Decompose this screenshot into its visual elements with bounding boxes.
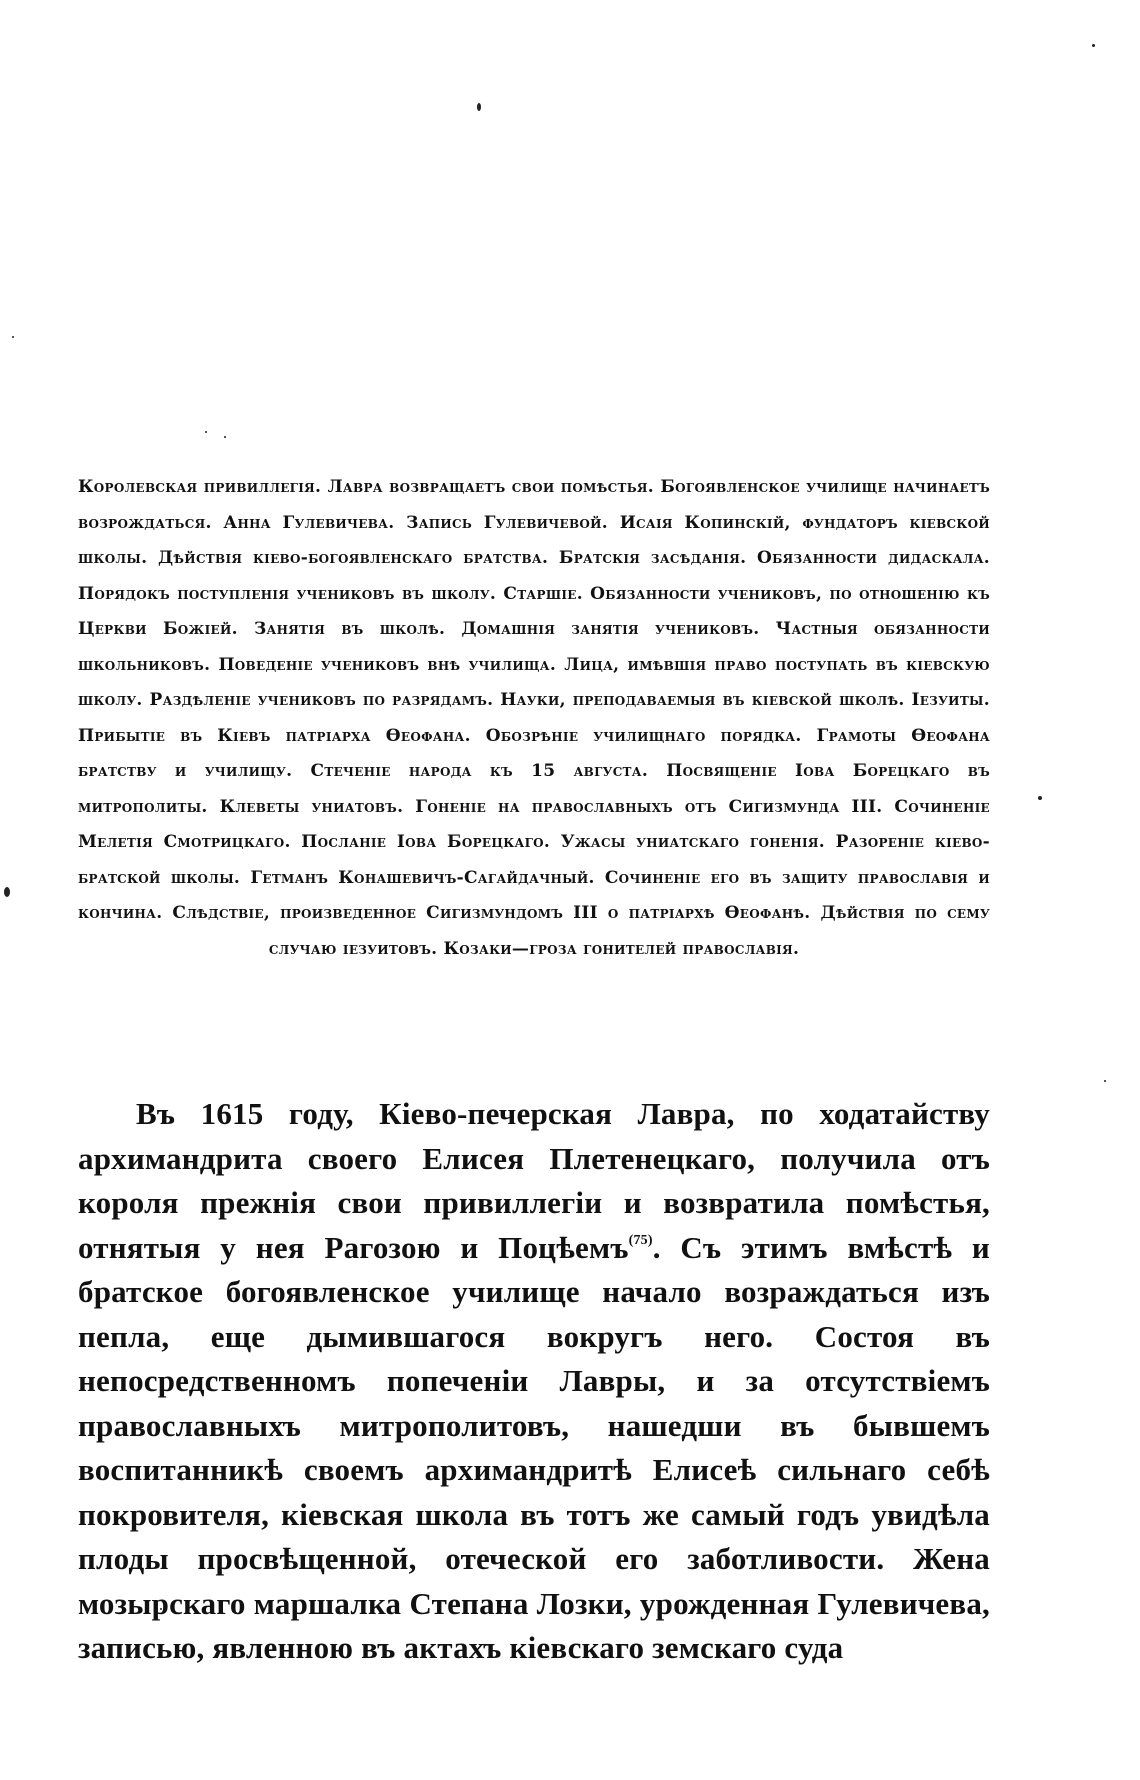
scan-speck <box>224 436 226 438</box>
scan-speck <box>205 431 207 433</box>
scan-speck <box>1038 796 1042 800</box>
scan-speck <box>4 887 10 897</box>
paragraph-text-part-2: . Съ этимъ вмѣстѣ и братское богоявленское училище начало возраждаться изъ пепла, еще дымившагося вокругъ него. Состоя въ непосредственномъ попеченіи Лавры, и за отсутствіемъ православныхъ митрополитовъ, нашедши въ бывшемъ воспитанникѣ своемъ архимандритѣ Елисеѣ сильнаго себѣ покровителя, кіевская школа въ тотъ же самый годъ увидѣла плоды просвѣщенной, отеческой его заботливости. Жена мозырскаго маршалка Степана Лозки, урожденная Гулевичева, записью, явленною въ актахъ кіевскаго земскаго суда <box>78 1229 990 1665</box>
main-paragraph <box>78 1092 990 1671</box>
scan-speck <box>1104 1080 1106 1082</box>
scan-speck <box>12 336 14 338</box>
scan-speck <box>477 103 481 111</box>
paragraph-text-part-1: Въ 1615 году, Кіево-печерская Лавра, по ходатайству архимандрита своего Елисея Плетенецкаго, получила отъ короля прежнія свои привиллегіи и возвратила помѣстья, отнятыя у нея Рагозою и Поцѣемъ <box>78 1096 990 1265</box>
scan-speck <box>1092 44 1095 47</box>
chapter-summary <box>78 470 990 967</box>
footnote-reference[interactable]: (75) <box>628 1232 653 1248</box>
chapter-summary-text: Королевская привиллегія. Лавра возвращаетъ свои помѣстья. Богоявленское училище начинаетъ возрождаться. Анна Гулевичева. Запись Гулевичевой. Исаія Копинскій, фундаторъ кіевской школы. Дѣйствія кіево-богоявленскаго братства. Братскія засѣданія. Обязанности дидаскала. Порядокъ поступленія учениковъ въ школу. Старшіе. Обязанности учениковъ, по отношенію къ Церкви Божіей. Занятія въ школѣ. Домашнія занятія учениковъ. Частныя обязанности школьниковъ. Поведеніе учениковъ внѣ училища. Лица, имѣвшія право поступать въ кіевскую школу. Раздѣленіе учениковъ по разрядамъ. Науки, преподаваемыя въ кіевской школѣ. Іезуиты. Прибытіе въ Кіевъ патріарха Ѳеофана. Обозрѣніе училищнаго порядка. Грамоты Ѳеофана братству и училищу. Стеченіе народа къ 15 августа. Посвященіе Іова Борецкаго въ митрополиты. Клеветы униатовъ. Гоненіе на православныхъ отъ Сигизмунда ІІІ. Сочиненіе Мелетія Смотрицкаго. Посланіе Іова Борецкаго. Ужасы униатскаго гоненія. Разореніе кіево-братской школы. Гетманъ Конашевичъ-Сагайдачный. Сочиненіе его въ защиту православія и кончина. Слѣдствіе, произведенное Сигизмундомъ ІІІ о патріархѣ Ѳеофанѣ. Дѣйствія по сему случаю іезуитовъ. Козаки—гроза гонителей православія. <box>78 477 990 959</box>
